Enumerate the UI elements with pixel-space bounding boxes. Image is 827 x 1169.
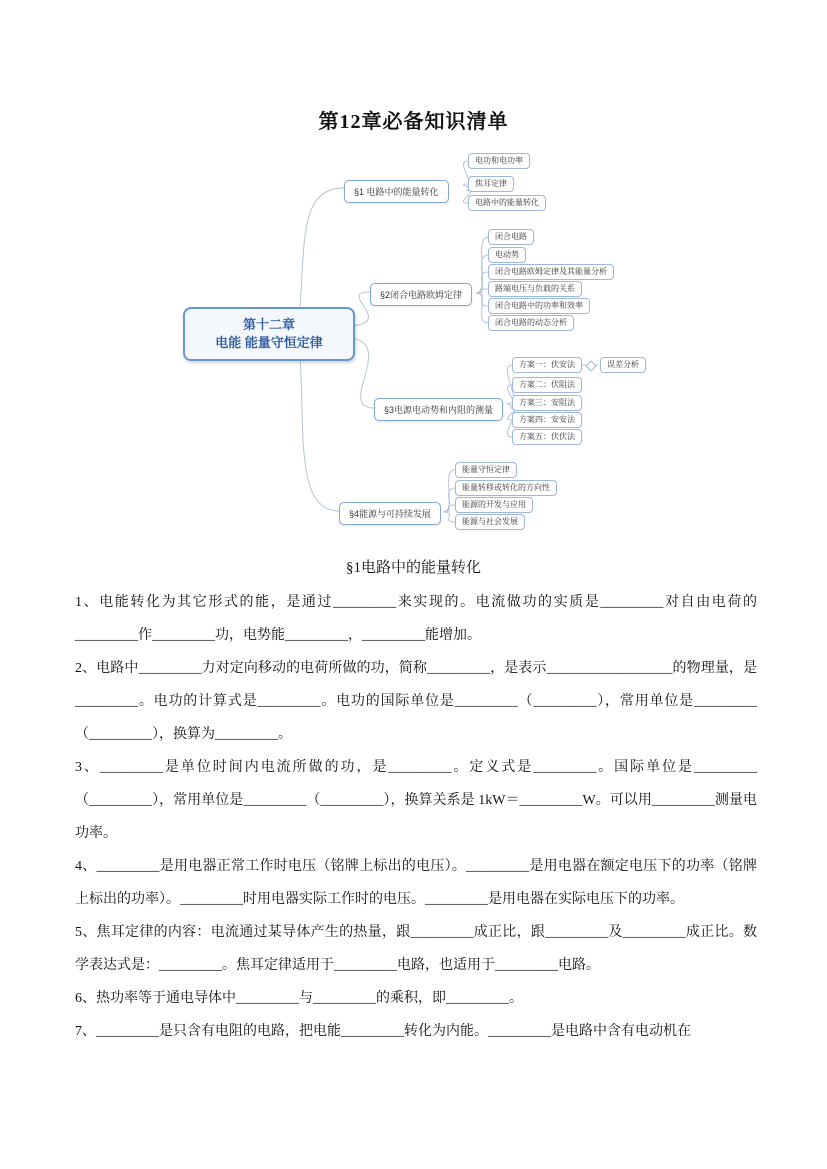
page-title: 第12章必备知识清单 xyxy=(318,111,509,133)
mindmap-branch-s3: §3电源电动势和内阻的测量 xyxy=(374,398,503,421)
mindmap-branch-s2: §2闭合电路欧姆定律 xyxy=(370,283,472,306)
mindmap-leaf: 焦耳定律 xyxy=(468,176,514,192)
mindmap-leaf: 能量转移或转化的方向性 xyxy=(455,480,557,496)
mindmap-leaf: 方案一：伏安法 xyxy=(512,357,582,373)
mindmap-leaf: 能源与社会发展 xyxy=(455,514,525,530)
fill-in-blank-content xyxy=(75,586,757,1048)
mindmap-leaf: 闭合电路欧姆定律及其能量分析 xyxy=(488,264,614,280)
mindmap-leaf: 方案三：安阻法 xyxy=(512,395,582,411)
mindmap-leaf: 能量守恒定律 xyxy=(455,462,517,478)
mindmap xyxy=(0,140,827,550)
root-title-line1: 第十二章 xyxy=(242,317,295,333)
mindmap-leaf: 方案二：伏阻法 xyxy=(512,377,582,393)
mindmap-root-node xyxy=(183,307,355,361)
mindmap-leaf: 闭合电路中的功率和效率 xyxy=(488,298,590,314)
knowledge-item-5: 5、焦耳定律的内容：电流通过某导体产生的热量，跟_________成正比，跟_________及_________成正比。数学表达式是：_________。焦耳定律适用于_________电路，也适用于_________电路。 xyxy=(75,925,757,973)
mindmap-branch-s4: §4能源与可持续发展 xyxy=(339,502,441,525)
knowledge-item-4: 4、_________是用电器正常工作时电压（铭牌上标出的电压）。_________是用电器在额定电压下的功率（铭牌上标出的功率）。_________时用电器实际工作时的电压。_________是用电器在实际电压下的功率。 xyxy=(75,859,757,907)
mindmap-leaf: 电动势 xyxy=(488,247,526,263)
mindmap-leaf: 闭合电路 xyxy=(488,229,534,245)
mindmap-branch-s1: §1 电路中的能量转化 xyxy=(344,180,449,203)
knowledge-item-6: 6、热功率等于通电导体中_________与_________的乘积，即_________。 xyxy=(75,991,523,1006)
mindmap-leaf: 电路中的能量转化 xyxy=(468,195,546,211)
section-heading: §1电路中的能量转化 xyxy=(345,560,481,576)
mindmap-leaf: 能源的开发与应用 xyxy=(455,497,533,513)
root-title-line2: 电能 能量守恒定律 xyxy=(215,335,323,350)
knowledge-item-3: 3、_________是单位时间内电流所做的功，是_________。定义式是_________。国际单位是_________（_________），常用单位是_________（_________），换算关系是 1kW＝_________W。可以用_________测量电功率。 xyxy=(75,760,757,841)
mindmap-annotation: 误差分析 xyxy=(600,357,646,373)
mindmap-leaf: 方案五：伏伏法 xyxy=(512,429,582,445)
mindmap-leaf: 路端电压与负载的关系 xyxy=(488,281,582,297)
mindmap-leaf: 方案四：安安法 xyxy=(512,412,582,428)
knowledge-item-7: 7、_________是只含有电阻的电路，把电能_________转化为内能。_________是电路中含有电动机在 xyxy=(75,1024,691,1039)
mindmap-leaf: 电功和电功率 xyxy=(468,153,530,169)
knowledge-item-1: 1、电能转化为其它形式的能，是通过_________来实现的。电流做功的实质是_________对自由电荷的_________作_________功，电势能_________，_________能增加。 xyxy=(75,595,757,643)
knowledge-item-2: 2、电路中_________力对定向移动的电荷所做的功，简称_________，是表示__________________的物理量，是_________。电功的计算式是_________。电功的国际单位是_________（_________），常用单位是_________（_________），换算为_________。 xyxy=(75,661,757,742)
mindmap-leaf: 闭合电路的动态分析 xyxy=(488,315,574,331)
